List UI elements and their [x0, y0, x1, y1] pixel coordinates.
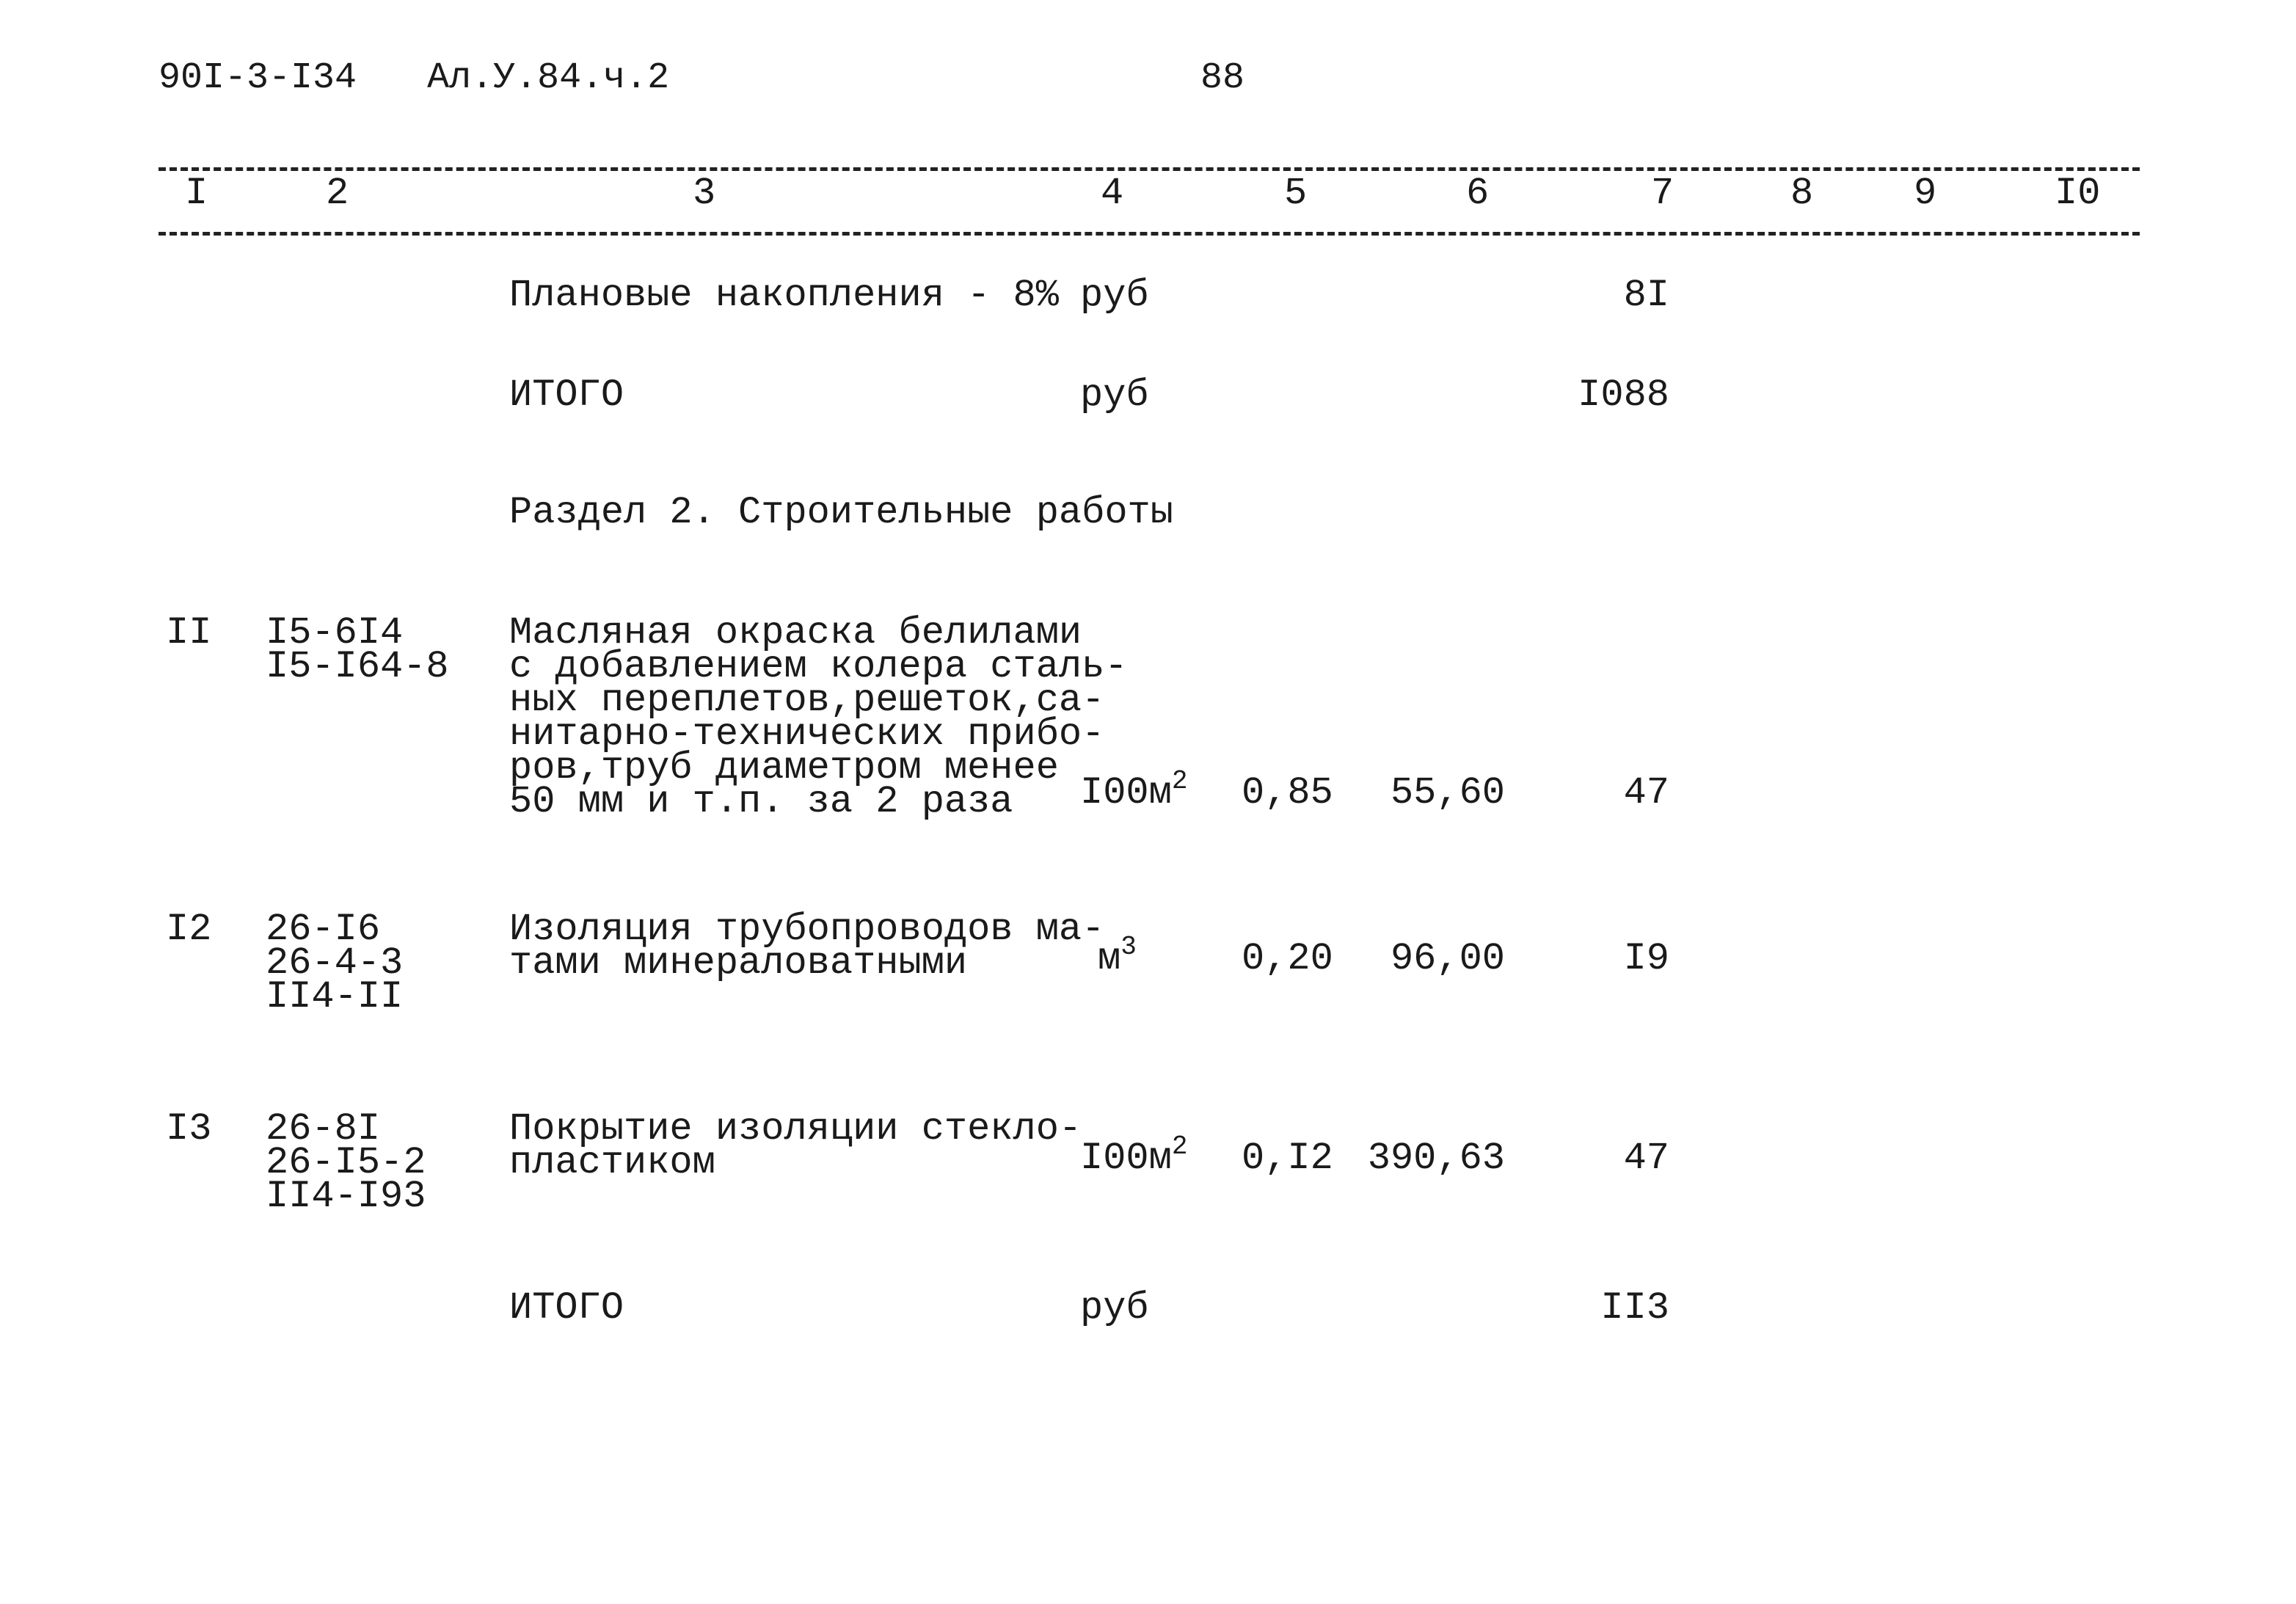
row-description: Масляная окраска белилами с добавлением колера сталь- ных переплетов,решеток,са- нитарно-технических прибо- ров,труб диаметром менее 50 мм и т.п. за 2 раза [509, 611, 1128, 823]
row-number: II [166, 611, 212, 655]
row-codes: 26-I6 26-4-3 II4-II [266, 908, 404, 1018]
column-number: 2 [326, 172, 349, 215]
page-number: 88 [1200, 57, 1245, 99]
row-quantity: 0,I2 [1242, 1137, 1333, 1180]
row-quantity: 0,20 [1242, 937, 1333, 980]
row-unit-price: 96,00 [1390, 937, 1505, 980]
row-quantity: 0,85 [1242, 771, 1333, 814]
row-description: Изоляция трубопроводов ма- тами минераловатными [509, 908, 1105, 985]
row-unit: руб [1080, 274, 1149, 317]
row-description: ИТОГО [509, 373, 624, 417]
row-codes: 26-8I 26-I5-2 II4-I93 [266, 1107, 426, 1218]
unit-base: I00м [1080, 1137, 1172, 1180]
unit-exponent: 2 [1171, 1131, 1188, 1162]
document-code: 90I-3-I34 [158, 57, 357, 99]
row-number: I3 [166, 1107, 212, 1151]
row-unit: руб [1080, 373, 1149, 417]
column-number: I0 [2055, 172, 2101, 215]
column-number: I [185, 172, 208, 215]
row-description: ИТОГО [509, 1286, 624, 1330]
unit-base: I00м [1080, 771, 1172, 814]
header-bottom-rule [158, 232, 2140, 236]
row-description: Плановые накопления - 8% [509, 274, 1059, 317]
column-number: 4 [1101, 172, 1124, 215]
column-number: 6 [1466, 172, 1490, 215]
row-unit [1080, 1131, 1188, 1180]
header-top-rule [158, 167, 2140, 171]
unit-base: м [1098, 937, 1121, 980]
row-unit: руб [1080, 1286, 1149, 1330]
column-number: 9 [1914, 172, 1937, 215]
unit-exponent: 3 [1120, 932, 1137, 962]
row-total: I088 [1578, 373, 1669, 417]
column-number: 3 [693, 172, 716, 215]
row-description: Покрытие изоляции стекло- пластиком [509, 1107, 1082, 1184]
column-number: 8 [1790, 172, 1814, 215]
row-total: II3 [1600, 1286, 1669, 1330]
row-codes: I5-6I4 I5-I64-8 [266, 611, 449, 688]
row-unit [1098, 932, 1137, 980]
row-total: 47 [1623, 1137, 1669, 1180]
row-total: I9 [1623, 937, 1669, 980]
row-total: 47 [1623, 771, 1669, 814]
row-unit [1080, 766, 1188, 814]
column-number: 7 [1651, 172, 1674, 215]
column-number: 5 [1284, 172, 1308, 215]
row-unit-price: 390,63 [1367, 1137, 1505, 1180]
row-number: I2 [166, 908, 212, 951]
section-title: Раздел 2. Строительные работы [509, 491, 1173, 534]
unit-exponent: 2 [1171, 766, 1188, 796]
row-unit-price: 55,60 [1390, 771, 1505, 814]
row-total: 8I [1623, 274, 1669, 317]
album-reference: Ал.У.84.ч.2 [427, 57, 670, 99]
